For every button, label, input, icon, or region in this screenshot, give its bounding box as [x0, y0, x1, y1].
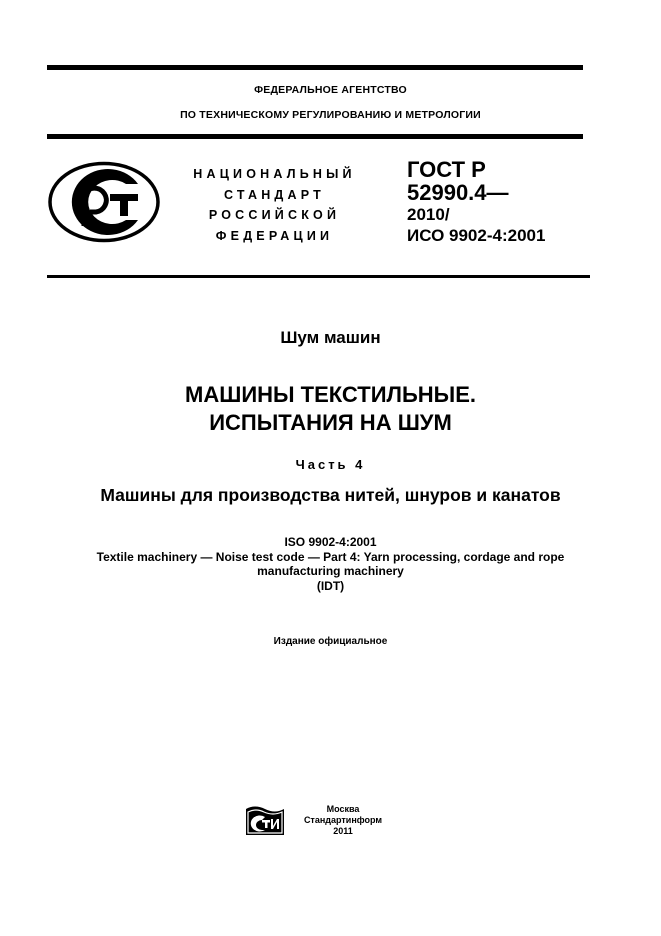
designation-line-2: 52990.4— — [407, 180, 509, 205]
publication-year: 2011 — [333, 826, 353, 836]
iso-title-line-1: Textile machinery — Noise test code — Part 4: Yarn processing, cordage and rope — [96, 549, 565, 564]
publisher-city: Москва — [326, 804, 360, 814]
natstd-line-1: НАЦИОНАЛЬНЫЙ — [193, 167, 356, 181]
designation-line-4: ИСО 9902-4:2001 — [407, 226, 546, 245]
title-line-2: ИСПЫТАНИЯ НА ШУМ — [209, 410, 452, 435]
standartinform-logo-icon — [245, 806, 285, 836]
designation-line-1: ГОСТ Р — [407, 157, 486, 182]
document-subtitle: Машины для производства нитей, шнуров и канатов — [100, 485, 561, 505]
natstd-line-4: ФЕДЕРАЦИИ — [215, 228, 334, 243]
edition-label: Издание официальное — [273, 636, 388, 647]
publisher-info — [298, 804, 388, 837]
masthead-rule — [47, 275, 590, 278]
iso-number: ISO 9902-4:2001 — [284, 535, 377, 549]
designation-line-3: 2010/ — [407, 205, 450, 224]
iso-relation: (IDT) — [316, 578, 345, 593]
national-standard-label — [162, 164, 387, 246]
iso-reference — [0, 535, 661, 593]
top-rule — [47, 65, 583, 70]
natstd-line-2: СТАНДАРТ — [224, 187, 325, 202]
title-line-1: МАШИНЫ ТЕКСТИЛЬНЫЕ. — [185, 382, 476, 407]
subject-heading: Шум машин — [280, 328, 381, 347]
standard-designation — [407, 158, 545, 246]
iso-title-line-2: manufacturing machinery — [257, 564, 404, 578]
document-title — [0, 381, 661, 437]
part-label: Часть 4 — [295, 457, 366, 472]
agency-line-1: ФЕДЕРАЛЬНОЕ АГЕНТСТВО — [254, 84, 407, 96]
natstd-line-3: РОССИЙСКОЙ — [208, 208, 341, 222]
gost-r-rst-logo-icon — [46, 160, 162, 244]
agency-rule — [47, 134, 583, 139]
publisher-name: Стандартинформ — [303, 815, 383, 825]
agency-line-2: ПО ТЕХНИЧЕСКОМУ РЕГУЛИРОВАНИЮ И МЕТРОЛОГИИ — [180, 109, 481, 121]
